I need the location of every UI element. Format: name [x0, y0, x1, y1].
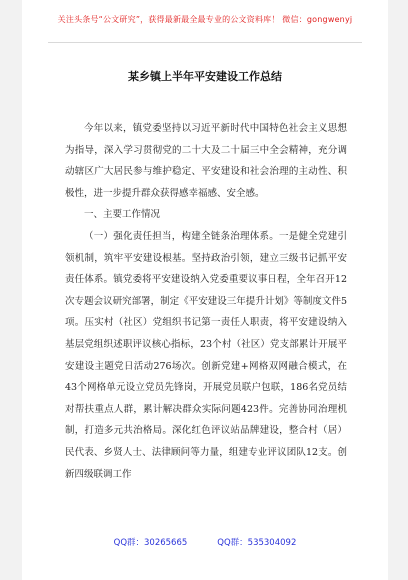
header-promo-note: 关注头条号“公文研究”，获得最新最全最专业的公文资料库！ 微信：gongwenyj	[57, 15, 353, 24]
document-body	[65, 118, 347, 485]
header-divider	[48, 42, 362, 43]
footer-qq-group-1: QQ群：30265665	[113, 538, 188, 548]
paragraph-intro: 今年以来，镇党委坚持以习近平新时代中国特色社会主义思想为指导，深入学习贯彻党的二十大及二十届三中全会精神，充分调动辖区广大居民参与维护稳定、平安建设和社会治理的主动性、积极性，进一步提升群众获得感幸福感、安全感。	[65, 123, 347, 199]
footer-qq-group-2: QQ群：535304092	[217, 538, 297, 548]
document-page	[22, 0, 388, 580]
section-heading: 一、主要工作情况	[84, 209, 161, 221]
footer-qq-groups	[22, 536, 388, 548]
document-title: 某乡镇上半年平安建设工作总结	[128, 70, 282, 83]
paragraph-section-1: （一）强化责任担当，构建全链条治理体系。一是健全党建引领机制，筑牢平安建设根基。坚持政治引领，建立三级书记抓平安责任体系。镇党委将平安建设纳入党委重要议事日程，全年召开12次专题会议研究部署，制定《平安建设三年提升计划》等制度文件5项。压实村（社区）党组织书记第一责任人职责，将平安建设纳入基层党组织述职评议核心指标，23个村（社区）党支部累计开展平安建设主题党日活动276场次。创新党建+网格双网融合模式，在43个网格单元设立党员先锋岗，开展党员联户包联，186名党员结对帮扶重点人群，累计解决群众实际问题423件。完善协同治理机制，打造多元共治格局。深化红色评议站品牌建设，整合村（居）民代表、乡贤人士、法律顾问等力量，组建专业评议团队12支。创新四级联调工作	[65, 230, 347, 480]
